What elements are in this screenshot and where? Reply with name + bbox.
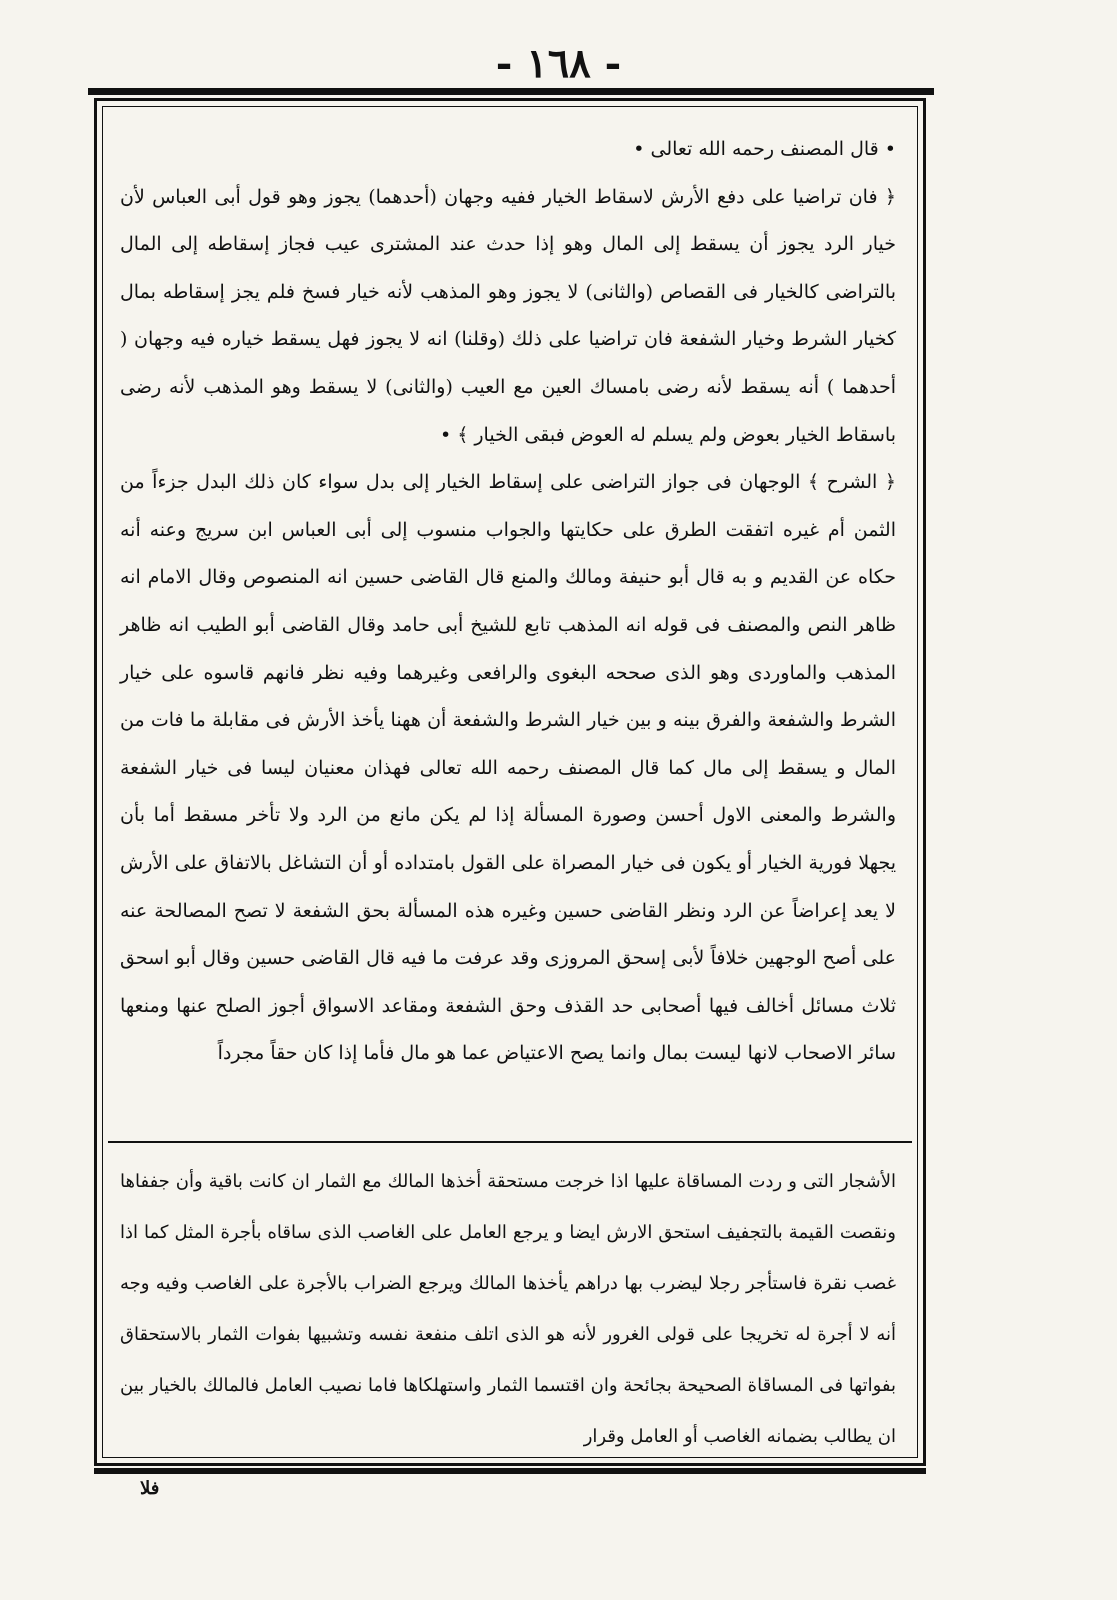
footnote-text — [120, 1156, 896, 1462]
catchword: فلا — [140, 1478, 160, 1499]
heading-line: • قال المصنف رحمه الله تعالى • — [633, 138, 896, 160]
quoted-text-paragraph: ﴿ فان تراضيا على دفع الأرش لاسقاط الخيار ففيه وجهان (أحدهما) يجوز وهو قول أبى العباس لأن خيار الرد يجوز أن يسقط إلى المال وهو إذا حدث عند المشترى عيب فجاز إسقاطه إلى المال بالتراضى كالخيار فى القصاص (والثانى) لا يجوز وهو المذهب لأنه خيار فسخ فلم يجز إسقاطه بمال كخيار الشرط وخيار الشفعة فان تراضيا على ذلك (وقلنا) انه لا يجوز فهل يسقط خياره فيه وجهان ( أحدهما ) أنه يسقط لأنه رضى بامساك العين مع العيب (والثانى) لا يسقط وهو المذهب لأنه رضى باسقاط الخيار بعوض ولم يسلم له العوض فبقى الخيار ﴾ • — [120, 185, 896, 446]
bottom-rule — [94, 1468, 926, 1474]
commentary-paragraph: ﴿ الشرح ﴾ الوجهان فى جواز التراضى على إسقاط الخيار إلى بدل سواء كان ذلك البدل جزءاً من الثمن أم غيره اتفقت الطرق على حكايتها والجواب منسوب إلى أبى العباس ابن سريج وعنه أنه حكاه عن القديم و به قال أبو حنيفة ومالك والمنع قال القاضى حسين انه المنصوص وقال الامام انه ظاهر النص والمصنف فى قوله انه المذهب تابع للشيخ أبى حامد وقال القاضى أبو الطيب انه ظاهر المذهب والماوردى وهو الذى صححه البغوى والرافعى وغيرهما وفيه نظر فانهم قاسوه على خيار الشرط والشفعة والفرق بينه و بين خيار الشرط والشفعة أن ههنا يأخذ الأرش فى مقابلة ما فات من المال و يسقط إلى مال كما قال المصنف رحمه الله تعالى فهذان معنيان ليسا فى خيار الشفعة والشرط والمعنى الاول أحسن وصورة المسألة إذا لم يكن مانع من الرد ولا تأخر مسقط أما بأن يجهلا فورية الخيار أو يكون فى خيار المصراة على القول بامتداده أو أن التشاغل بالاتفاق على الأرش لا يعد إعراضاً عن الرد ونظر القاضى حسين وغيره هذه المسألة بحق الشفعة لا تصح المصالحة عنه على أصح الوجهين خلافاً لأبى إسحق المروزى وقد عرفت ما فيه قال القاضى حسين وقال أبو اسحق ثلاث مسائل أخالف فيها أصحابى حد القذف وحق الشفعة ومقاعد الاسواق أجوز الصلح عنها ومنعها سائر الاصحاب لانها ليست بمال وانما يصح الاعتياض عما هو مال فأما إذا كان حقاً مجرداً — [120, 471, 896, 1065]
page-number: - ١٦٨ - — [495, 40, 622, 87]
main-text — [120, 126, 896, 1078]
top-rule — [88, 88, 934, 95]
footnote-divider — [108, 1141, 912, 1143]
footnote-paragraph: الأشجار التى و ردت المساقاة عليها اذا خرجت مستحقة أخذها المالك مع الثمار ان كانت باقية وأن جففاها ونقصت القيمة بالتجفيف استحق الارش ايضا و يرجع العامل على الغاصب الذى ساقاه بأجرة المثل كما اذا غصب نقرة فاستأجر رجلا ليضرب بها دراهم يأخذها المالك ويرجع الضراب بالأجرة على الغاصب وفيه وجه أنه لا أجرة له تخريجا على قولى الغرور لأنه هو الذى اتلف منفعة نفسه وتشبيها بفوات الثمار بالاستحقاق بفواتها فى المساقاة الصحيحة بجائحة وان اقتسما الثمار واستهلكاها فاما نصيب العامل فالمالك بالخيار بين ان يطالب بضمانه الغاصب أو العامل وقرار — [120, 1171, 896, 1447]
